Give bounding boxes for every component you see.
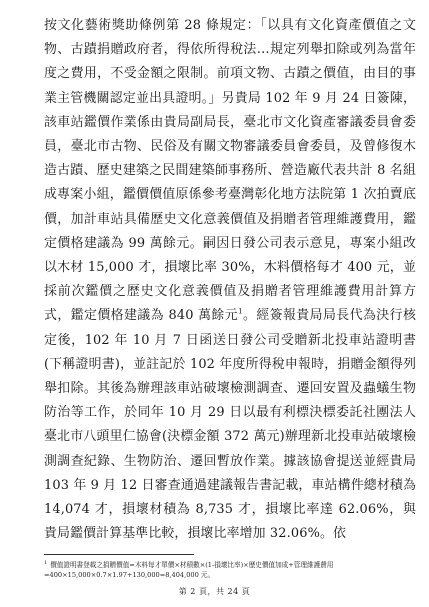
footnote-divider (44, 554, 194, 555)
body-paragraph (44, 14, 416, 546)
footnote-reference[interactable]: 1 (238, 308, 243, 317)
footnote-line-2: =400×15,000×0.7×1.97+130,000=8,404,000 元。 (44, 571, 215, 580)
footnote-line-1-text: 價值證明書登載之捐贈價值=木料每才單價×材積數×(1-損壞比率)×歷史價值加成+管理維護費用 (50, 561, 334, 570)
footnote (44, 558, 416, 580)
body-text-part1: 按文化藝術獎助條例第 28 條規定：「以具有文化資產價值之文物、古蹟捐贈政府者，得依所得稅法…規定列舉扣除或列為當年度之費用，不受金額之限制。前項文物、古蹟之價值，由目的事業主管機關認定並出具證明。」另貴局 102 年 9 月 24 日簽陳，該車站鑑價作業係由貴局副局長，臺北市文化資產審議委員會委員，臺北市古物、民俗及有關文物審議委員會委員，及曾修復木造古蹟、歷史建築之民間建築師事務所、營造廠代表共計 8 名組成專案小組，鑑價價值原係參考臺灣彰化地方法院第 1 次拍賣底價，加計車站具備歷史文化意義價值及捐贈者管理維護費用，鑑定價格建議為 99 萬餘元。嗣因日發公司表示意見，專案小組改以木材 15,000 才，損壞比率 30%，木料價格每才 400 元，並採前次鑑價之歷史文化意義價值及捐贈者管理維護費用計算方式，鑑定價格建議為 840 萬餘元 (44, 18, 416, 324)
body-text-part2: 。經簽報貴局局長代為決行核定後，102 年 10 月 7 日函送日發公司受贈新北投車站證明書(下稱證明書)，並註記於 102 年度所得稅申報時，捐贈金額得列舉扣除。其後為辦理該車站破壞檢測調查、遷回安置及蟲蟻生物防治等工作，於同年 10 月 29 日以最有利標決標委託社團法人臺北市八頭里仁協會(決標金額 372 萬元)辦理新北投車站破壞檢測調查紀錄、生物防治、遷回暫放作業。據該協會提送並經貴局 103 年 9 月 12 日審查通過建議報告書記載，車站構件總材積為 14,074 才，損壞材積為 8,735 才，損壞比率達 62.06%，與貴局鑑價計算基準比較，損壞比率增加 32.06%。依 (44, 308, 416, 542)
footnote-mark: 1 (44, 560, 48, 566)
page-number: 第 2 頁，共 24 頁 (178, 587, 251, 596)
footnote-line-1 (44, 558, 416, 570)
